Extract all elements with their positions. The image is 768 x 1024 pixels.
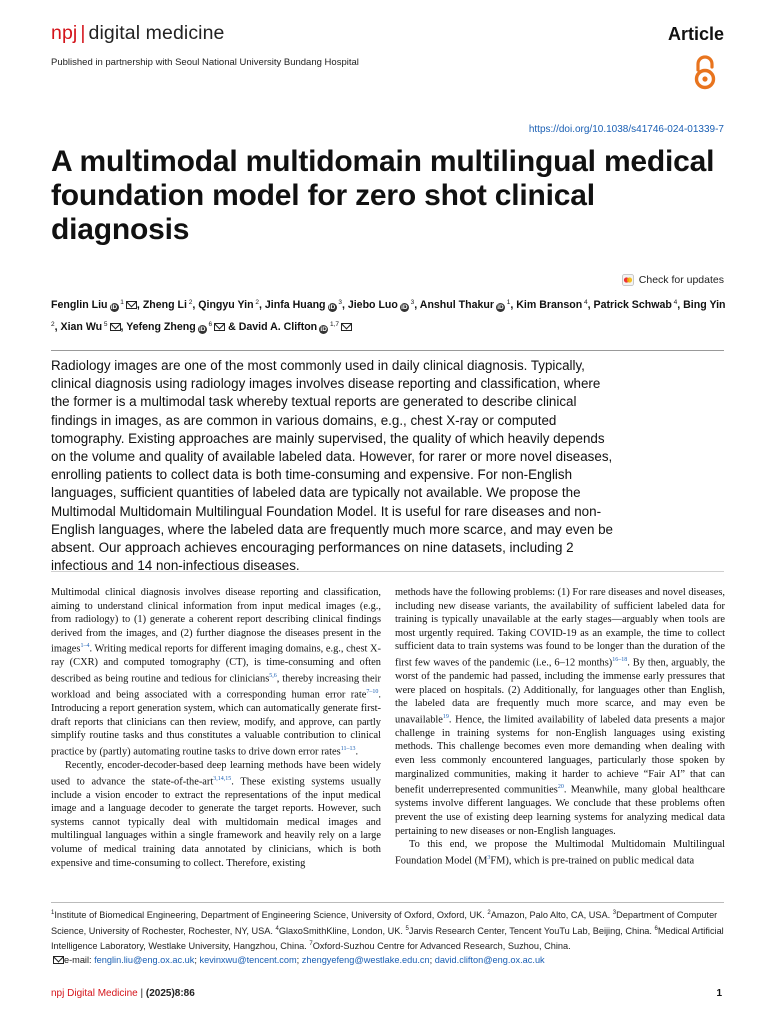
author-affiliation: 1 [504,299,511,306]
affiliations [51,907,731,968]
citation-ref[interactable]: 19 [442,713,449,720]
author-name[interactable]: Yefeng Zheng [126,321,196,333]
orcid-icon[interactable]: iD [328,304,336,311]
author-affiliation: 6 [206,321,213,328]
author-name[interactable]: Jinfa Huang [264,299,326,311]
affiliation-number: 7 [309,941,313,948]
body-column-left [51,586,381,870]
citation-ref[interactable]: 20 [557,784,564,791]
journal-brand: npj [51,22,78,44]
article-type: Article [667,24,724,44]
email-link[interactable]: fenglin.liu@eng.ox.ac.uk [94,954,195,965]
email-link[interactable]: kevinxwu@tencent.com [199,954,297,965]
body-paragraph: Recently, encoder-decoder-based deep learning methods have been widely used to advance the state-of-the-art$^{3,14,15}$. These existing systems usually include a vision encoder to extract the representations of the input medical image and a language decoder to generate the target reports. However, such systems cannot typically deal with multidomain medical images and multilingual languages within a single framework and heavily rely on a large volume of medical training data annotated by clinicians, which is both expensive and time-consuming to collect. Therefore, existing [51,760,381,869]
article-title: A multimodal multidomain multilingual medical foundation model for zero shot clinical diagnosis [51,145,715,246]
check-updates-icon [622,274,634,286]
citation-ref[interactable]: 3,14,15 [213,775,232,782]
author-name[interactable]: Jiebo Luo [347,299,398,311]
author-name[interactable]: Qingyu Yin [198,299,254,311]
orcid-icon[interactable]: iD [320,326,327,333]
email-link[interactable]: zhengyefeng@westlake.edu.cn [301,954,430,965]
affiliation-number: 5 [405,925,409,932]
mail-icon[interactable] [341,323,352,331]
citation-ref[interactable]: 1–4 [80,643,90,650]
partnership-note: Published in partnership with Seoul National University Bundang Hospital [51,57,359,68]
check-updates-button[interactable] [622,274,724,286]
citation-ref[interactable]: 3 [487,854,491,861]
journal-title: digital medicine [88,22,225,44]
journal-name[interactable] [51,22,225,45]
author-affiliation: 1,7 [328,321,340,328]
mail-icon[interactable] [110,323,121,331]
body-paragraph: Multimodal clinical diagnosis involves disease reporting and classification, aiming to understand clinical information from input medical images (e.g., from radiology) to (1) generate a coherent report describing clinical findings derived from the images, and (2) further diagnose the diseases present in the images$^{1-4}$. Writing medical reports for different imaging domains, e.g., chest X-ray (CXR) and computed tomography (CT), is time-consuming and often described as being routine and tedious for clinicians$^{5,6}$, thereby increasing their workload and being associated with a corresponding human error rate$^{7-10}$. Introducing a report generation system, which can automatically generate first-draft reports that clinicians can then review, modify, and approve, can partly simplify routine tasks and thus constitutes a valuable contribution to clinical practice by (partly) automating routine tasks to drive down error rates$^{11-13}$. [51,587,381,758]
citation-ref[interactable]: 7–10 [366,689,379,696]
orcid-icon[interactable]: iD [401,304,408,311]
author-affiliation: 4 [671,299,678,306]
affiliation-number: 2 [487,910,491,916]
affiliation-number: 6 [654,925,658,932]
email-list: fenglin.liu@eng.ox.ac.uk; kevinxwu@tencent.com; zhengyefeng@westlake.edu.cn; david.clifton@eng.ox.ac.uk [94,954,545,965]
author-name[interactable]: David A. Clifton [238,321,318,333]
citation-ref[interactable]: 11–13 [340,745,356,752]
email-link[interactable]: david.clifton@eng.ox.ac.uk [434,954,545,965]
affiliation-number: 1 [51,910,55,916]
author-name[interactable]: Kim Branson [516,299,583,311]
affiliation-list: $^1$Institute of Biomedical Engineering, Department of Engineering Science, University of Oxford, Oxford, UK. $^2$Amazon, Palo Alto, CA, USA. $^3$Department of Computer Science, University of Rochester, Rochester, NY, USA. $^4$GlaxoSmithKline, London, UK. $^5$Jarvis Research Center, Tencent YouTu Lab, Beijing, China. $^6$Medical Artificial Intelligence Laboratory, Westlake University, Hangzhou, China. $^7$Oxford-Suzhou Centre for Advanced Research, Suzhou, China. [51,910,724,952]
journal-separator: | [80,22,86,44]
doi-link[interactable]: https://doi.org/10.1038/s41746-024-01339-7 [528,124,724,135]
body-paragraph: methods have the following problems: (1) For rare diseases and novel diseases, including new disease variants, the availability of sufficient labeled data for training is typically unavailable at the early stages—arguably when tools are most urgently required. Taking COVID-19 as an example, the time to collect sufficient data to train systems was found to be longer than the duration of the first few waves of the pandemic (i.e., 6–12 months)$^{16-18}$. By then, arguably, the worst of the pandemic had passed, including the immense early pressures that were placed on hospitals. (2) Additionally, for languages other than English, the labeled data are frequently much more scarce, and may even be unavailable$^{19}$. Hence, the limited availability of labeled data presents a major challenge in training systems for non-English languages using existing methods. This challenge becomes even more demanding when dealing with even less commonly encountered languages, particularly those spoken by marginalized communities, making it harder to achieve “Fair AI” that can benefit underrepresented communities$^{20}$. Meanwhile, many global healthcare systems involve different languages. We conclude that these problems often prevent the use of existing deep learning systems for analyzing medical data pertaining to new diseases or non-English languages. [395,587,726,837]
author-affiliation: 5 [102,321,108,328]
author-affiliation: 3 [336,299,342,306]
author-affiliation: 3 [408,299,415,306]
affiliation-number: 4 [275,925,279,932]
mail-icon[interactable] [126,301,137,309]
open-access-icon [692,55,718,91]
affiliation-number: 3 [612,910,617,916]
author-affiliation: 4 [582,299,588,306]
footer-journal[interactable]: npj Digital Medicine [51,988,138,999]
author-affiliation: 2 [253,299,260,306]
author-name[interactable]: Fenglin Liu [51,299,108,311]
citation-ref[interactable]: 16–18 [612,656,628,663]
author-affiliation: 1 [118,299,124,306]
citation-ref[interactable]: 5,6 [269,673,277,680]
orcid-icon[interactable]: iD [110,304,118,311]
header-divider [51,350,724,351]
mail-icon[interactable] [214,323,225,331]
author-name[interactable]: Xian Wu [60,321,103,333]
footnote-divider [51,902,724,903]
author-affiliation: 2 [186,299,193,306]
email-label: e-mail: [64,954,95,965]
footer-citation [51,988,195,999]
abstract: Radiology images are one of the most commonly used in daily clinical diagnosis. Typically, clinical diagnosis using radiology images involves disease reporting and classification, where the former is a multimodal task whereby textual reports are generated to describe clinical findings in images, as are common in various domains, e.g., chest X-ray or computed tomography. Existing approaches are mainly supervised, the quality of which heavily depends on the volume and quality of available labeled data. However, for rarer or more novel diseases, enrolling patients to collect data is both time-consuming and expensive. For non-English languages, sufficient quantities of labeled data are typically not available. We propose the Multimodal Multidomain Multilingual Foundation Model. It is useful for rare diseases and non-English languages, where the labeled data are frequently much more scarce, and may even be absent. Our approach achieves encouraging performances on nine datasets, including 2 infectious and 14 non-infectious diseases. [51,358,614,574]
body-paragraph: To this end, we propose the Multimodal Multidomain Multilingual Foundation Model $(M^3FM)$, which is pre-trained on public medical data [395,839,725,867]
author-affiliation: 2 [51,321,55,328]
footer-volume: (2025)8:86 [145,988,195,999]
author-name[interactable]: Zheng Li [142,299,187,311]
abstract-divider [51,571,724,572]
author-name[interactable]: Anshul Thakur [419,299,494,311]
orcid-icon[interactable]: iD [198,326,206,333]
author-name[interactable]: Bing Yin [683,299,726,311]
body-column-right [395,586,725,868]
footer-separator: | [137,988,146,999]
author-list: Fenglin Liu iD $^1$ , Zheng Li $^2$, Qingyu Yin $^2$, Jinfa Huang iD $^3$, Jiebo Luo iD $^3$, Anshul Thakur iD $^1$, Kim Branson $^4$, Patrick Schwab $^4$, Bing Yin $^2$, Xian Wu $^5$ , Yefeng Zheng iD $^6$ & David A. Clifton iD $^{1,7}$ [51,299,726,333]
orcid-icon[interactable]: iD [497,304,504,311]
author-name[interactable]: Patrick Schwab [593,299,672,311]
email-line [51,954,731,968]
mail-icon [53,956,64,964]
page-number: 1 [716,988,722,999]
check-updates-label: Check for updates [638,274,724,286]
